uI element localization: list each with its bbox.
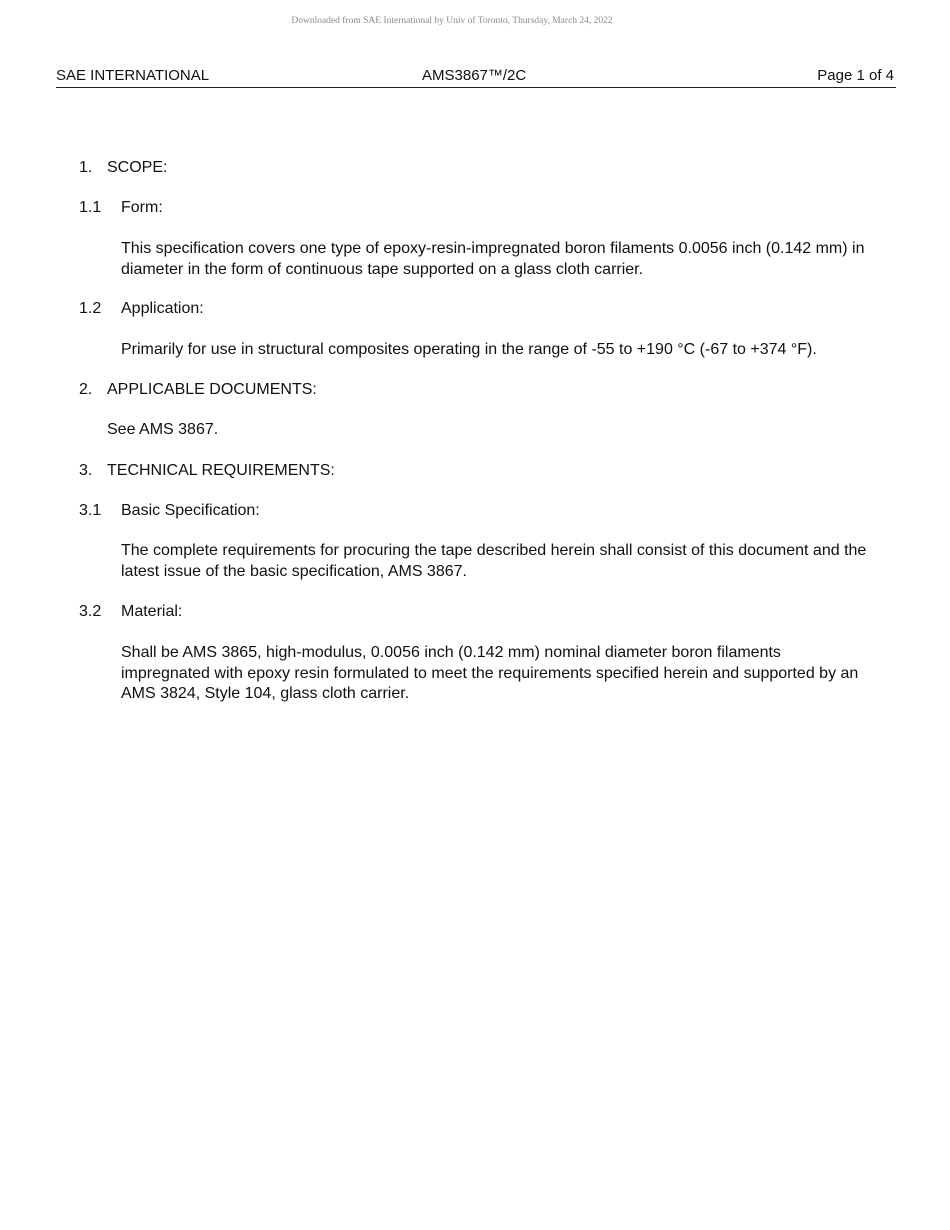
page-header bbox=[56, 66, 896, 88]
section-3-2-text: Shall be AMS 3865, high-modulus, 0.0056 inch (0.142 mm) nominal diameter boron filaments impregnated with epoxy resin formulated to meet the requirements specified herein and supported by an AMS 3824, Style 104, glass cloth carrier. bbox=[121, 644, 859, 702]
section-number: 1.2 bbox=[79, 300, 102, 317]
download-watermark: Downloaded from SAE International by Univ of Toronto, Thursday, March 24, 2022 bbox=[291, 16, 613, 26]
section-3-heading bbox=[79, 461, 335, 481]
header-doc-id: AMS3867™/2C bbox=[422, 67, 527, 84]
section-number: 3. bbox=[79, 462, 93, 479]
section-number: 1.1 bbox=[79, 199, 102, 216]
section-3-1-heading bbox=[79, 501, 260, 521]
section-2-text: See AMS 3867. bbox=[107, 421, 219, 438]
section-title: Basic Specification: bbox=[121, 502, 260, 519]
section-title: Application: bbox=[121, 300, 204, 317]
section-1-2-text: Primarily for use in structural composites operating in the range of -55 to +190 °C (-67 to +374 °F). bbox=[121, 341, 817, 358]
section-3-1-text: The complete requirements for procuring the tape described herein shall consist of this document and the latest issue of the basic specification, AMS 3867. bbox=[121, 542, 867, 580]
section-title: SCOPE: bbox=[107, 159, 168, 176]
section-number: 3.1 bbox=[79, 502, 102, 519]
section-title: APPLICABLE DOCUMENTS: bbox=[107, 381, 317, 398]
section-1-heading bbox=[79, 158, 168, 178]
section-1-1-text: This specification covers one type of epoxy-resin-impregnated boron filaments 0.0056 inch (0.142 mm) in diameter in the form of continuous tape supported on a glass cloth carrier. bbox=[121, 240, 865, 278]
header-page-number: Page 1 of 4 bbox=[817, 67, 894, 84]
section-number: 1. bbox=[79, 159, 93, 176]
section-1-1-heading bbox=[79, 198, 163, 218]
section-title: Form: bbox=[121, 199, 163, 216]
section-3-2-heading bbox=[79, 602, 183, 622]
section-1-2-heading bbox=[79, 299, 204, 319]
section-title: Material: bbox=[121, 603, 183, 620]
section-number: 3.2 bbox=[79, 603, 102, 620]
section-number: 2. bbox=[79, 381, 93, 398]
section-title: TECHNICAL REQUIREMENTS: bbox=[107, 462, 335, 479]
section-2-heading bbox=[79, 380, 317, 400]
header-org: SAE INTERNATIONAL bbox=[56, 67, 210, 84]
